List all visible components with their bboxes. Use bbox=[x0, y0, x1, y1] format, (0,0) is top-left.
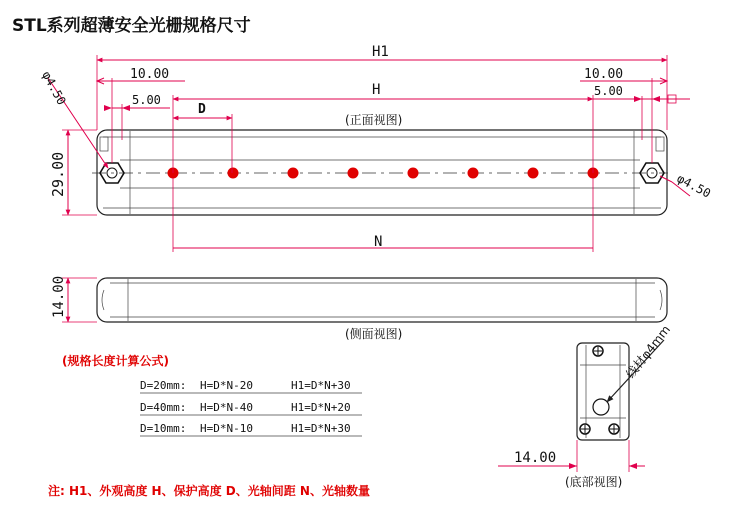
beam-dot bbox=[228, 168, 239, 179]
h1-label: H1 bbox=[372, 44, 389, 60]
front-view-label: (正面视图) bbox=[345, 113, 403, 127]
formula-row-3-h: H=D*N-10 bbox=[200, 422, 253, 435]
formula-row-3-h1: H1=D*N+30 bbox=[291, 422, 351, 435]
d-label: D bbox=[198, 102, 206, 117]
bottom-width-label: 14.00 bbox=[514, 450, 557, 466]
formula-heading: (规格长度计算公式) bbox=[62, 354, 169, 368]
right-hole-label: φ4.50 bbox=[674, 171, 714, 201]
bottom-view bbox=[498, 322, 673, 489]
front-view bbox=[39, 44, 713, 252]
formula-row-1-h1: H1=D*N+30 bbox=[291, 379, 351, 392]
screw-icon bbox=[609, 424, 619, 434]
side-body-outline bbox=[97, 278, 667, 322]
left-5-label: 5.00 bbox=[132, 93, 161, 107]
screw-icon bbox=[593, 346, 603, 356]
formula-row-1-d: D=20mm: bbox=[140, 379, 187, 392]
bottom-view-label: (底部视图) bbox=[565, 475, 623, 489]
beam-dot bbox=[528, 168, 539, 179]
beam-dot bbox=[348, 168, 359, 179]
formula-row-2-h1: H1=D*N+20 bbox=[291, 401, 351, 414]
formula-row-3-d: D=10mm: bbox=[140, 422, 187, 435]
right-10-label: 10.00 bbox=[584, 67, 624, 82]
beam-dot bbox=[288, 168, 299, 179]
beam-dot bbox=[468, 168, 479, 179]
height-29-label: 29.00 bbox=[49, 151, 67, 197]
side-view-label: (侧面视图) bbox=[345, 327, 403, 341]
cable-label: 线材φ4mm bbox=[623, 322, 674, 381]
h-label: H bbox=[372, 82, 381, 98]
screw-icon bbox=[580, 424, 590, 434]
formula-row-2-d: D=40mm: bbox=[140, 401, 187, 414]
left-10-label: 10.00 bbox=[130, 67, 170, 82]
n-label: N bbox=[374, 234, 383, 250]
page-title: STL系列超薄安全光栅规格尺寸 bbox=[12, 16, 251, 36]
right-5-label: 5.00 bbox=[594, 84, 623, 98]
side-height-label: 14.00 bbox=[51, 275, 67, 318]
formula-row-2-h: H=D*N-40 bbox=[200, 401, 253, 414]
side-view bbox=[51, 276, 667, 341]
footnote: 注: H1、外观高度 H、保护高度 D、光轴间距 N、光轴数量 bbox=[48, 484, 370, 498]
cable-hole bbox=[593, 399, 609, 415]
left-hole-label: φ4.50 bbox=[39, 68, 69, 108]
formula-row-1-h: H=D*N-20 bbox=[200, 379, 253, 392]
formula-block bbox=[62, 353, 362, 436]
front-body-outline bbox=[97, 130, 667, 215]
beam-dot bbox=[408, 168, 419, 179]
